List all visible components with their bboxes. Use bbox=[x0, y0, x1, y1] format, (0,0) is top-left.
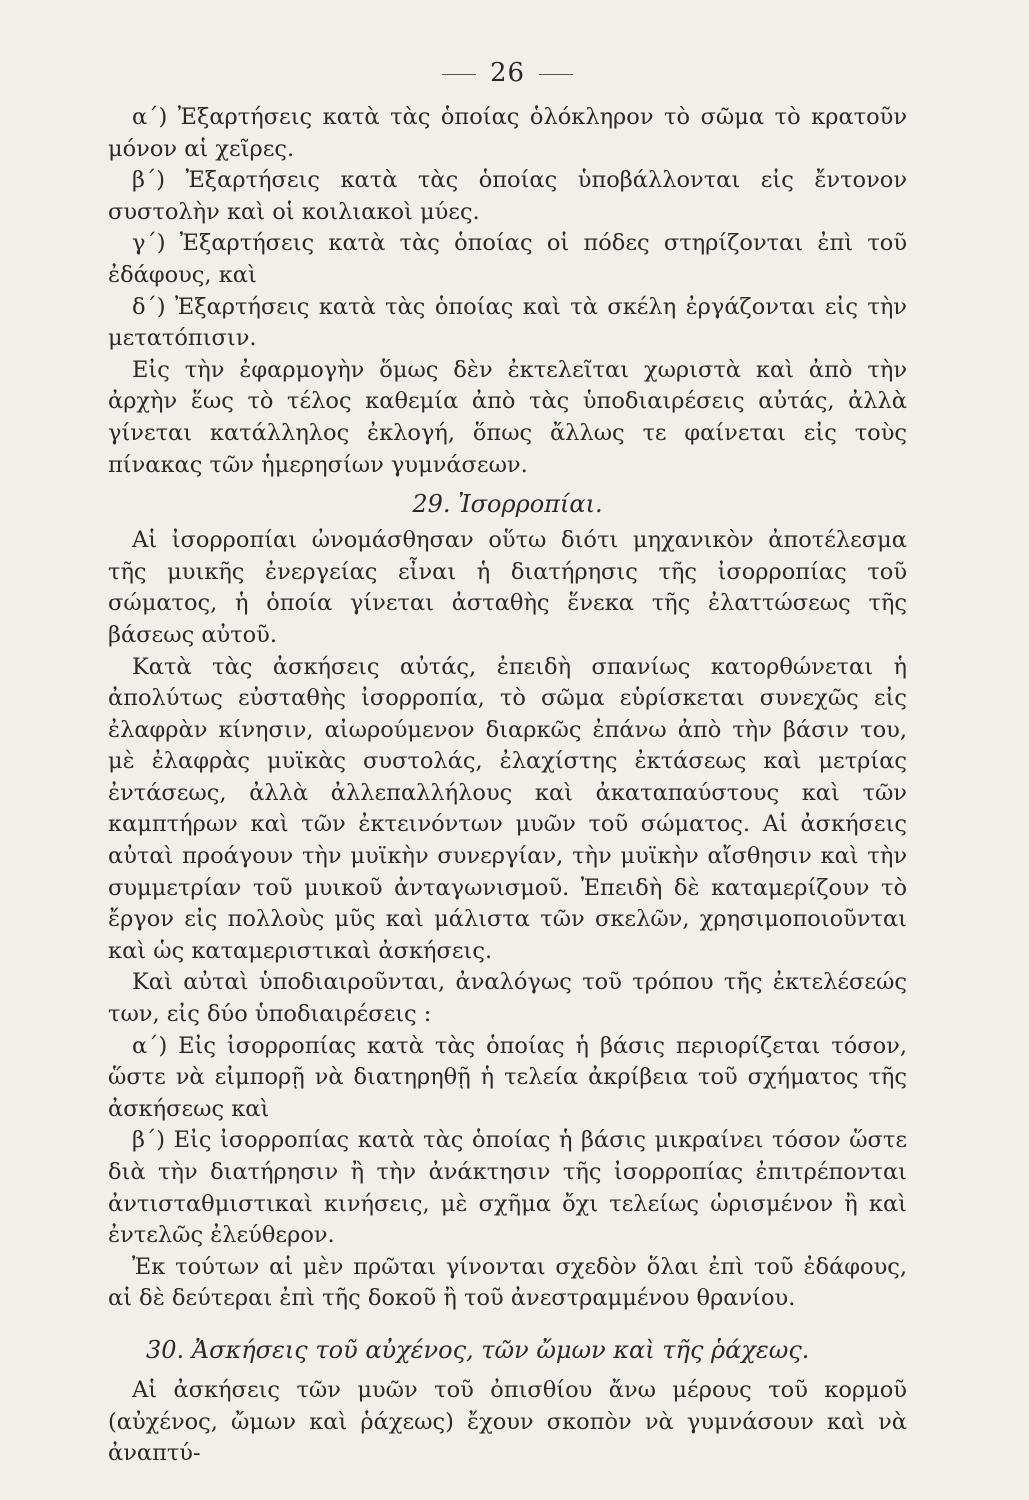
page-number-text: 26 bbox=[489, 58, 526, 88]
paragraph-29-subdivisions: Καὶ αὐταὶ ὑποδιαιροῦνται, ἀναλόγως τοῦ τρόπου τῆς ἐκτελέσεώς των, εἰς δύο ὑποδιαιρέσεις : bbox=[108, 969, 907, 1028]
list-item-delta: δ΄) Ἐξαρτήσεις κατὰ τὰς ὁποίας καὶ τὰ σκέλη ἐργάζονται εἰς τὴν μετατόπισιν. bbox=[108, 293, 907, 352]
list-item-29-beta: β΄) Εἰς ἰσορροπίας κατὰ τὰς ὁποίας ἡ βάσις μικραίνει τόσον ὥστε διὰ τὴν διατήρησιν ἢ τὴν ἀνάκτησιν τῆς ἰσορροπίας ἐπιτρέπονται ἀντισταθμιστικαὶ κινήσεις, μὲ σχῆμα ὄχι τελείως ὡρισμένον ἢ καὶ ἐντελῶς ἐλεύθερον. bbox=[108, 1127, 907, 1249]
list-item-gamma: γ΄) Ἐξαρτήσεις κατὰ τὰς ὁποίας οἱ πόδες στηρίζονται ἐπὶ τοῦ ἐδάφους, καὶ bbox=[108, 230, 907, 288]
paragraph-29-exercises: Κατὰ τὰς ἀσκήσεις αὐτάς, ἐπειδὴ σπανίως κατορθώνεται ἡ ἀπολύτως εὐσταθὴς ἰσορροπία, τὸ σῶμα εὑρίσκεται συνεχῶς εἰς ἐλαφρὰν κίνησιν, αἰωρούμενον διαρκῶς ἐπάνω ἀπὸ τὴν βάσιν του, μὲ ἐλαφρὰς μυϊκὰς συστολάς, ἐλαχίστης ἐκτάσεως καὶ μετρίας ἐντάσεως, ἀλλὰ ἀλλεπαλλήλους καὶ ἀκαταπαύστους καὶ τῶν καμπτήρων καὶ τῶν ἐκτεινόντων μυῶν τοῦ σώματος. Αἱ ἀσκήσεις αὐταὶ προάγουν τὴν μυϊκὴν συνεργίαν, τὴν μυϊκὴν αἴσθησιν καὶ τὴν συμμετρίαν τοῦ μυικοῦ ἀνταγωνισμοῦ. Ἐπειδὴ δὲ καταμερίζουν τὸ ἔργον εἰς πολλοὺς μῦς καὶ μάλιστα τῶν σκελῶν, χρησιμοποιοῦνται καὶ ὡς καταμεριστικαὶ ἀσκήσεις. bbox=[108, 653, 907, 964]
list-item-29-alpha: α΄) Εἰς ἰσορροπίας κατὰ τὰς ὁποίας ἡ βάσις περιορίζεται τόσον, ὥστε νὰ εἰμπορῇ νὰ διατηρηθῇ ἡ τελεία ἀκρίβεια τοῦ σχήματος τῆς ἀσκήσεως καὶ bbox=[108, 1032, 907, 1122]
paragraph-29-intro: Αἱ ἰσορροπίαι ὠνομάσθησαν οὕτω διότι μηχανικὸν ἀποτέλεσμα τῆς μυικῆς ἐνεργείας εἶναι ἡ διατήρησις τῆς ἰσορροπίας τοῦ σώματος, ἡ ὁποία γίνεται ἀσταθὴς ἕνεκα τῆς ἐλαττώσεως τῆς βάσεως αὐτοῦ. bbox=[108, 527, 907, 648]
page-number bbox=[108, 58, 907, 88]
paragraph-application: Εἰς τὴν ἐφαρμογὴν ὅμως δὲν ἐκτελεῖται χωριστὰ καὶ ἀπὸ τὴν ἀρχὴν ἕως τὸ τέλος καθεμία ἀπὸ τὰς ὑποδιαιρέσεις αὐτάς, ἀλλὰ γίνεται κατάλληλος ἐκλογή, ὅπως ἄλλως τε φαίνεται εἰς τοὺς πίνακας τῶν ἡμερησίων γυμνάσεων. bbox=[108, 356, 907, 478]
section-heading-29: 29. Ἰσορροπίαι. bbox=[412, 490, 603, 519]
page-number-dash-left bbox=[442, 74, 476, 75]
paragraph-30-intro: Αἱ ἀσκήσεις τῶν μυῶν τοῦ ὀπισθίου ἄνω μέρους τοῦ κορμοῦ (αὐχένος, ὤμων καὶ ῥάχεως) ἔχουν σκοπὸν νὰ γυμνάσουν καὶ νὰ ἀναπτύ- bbox=[108, 1376, 907, 1467]
paragraph-29-conclusion: Ἐκ τούτων αἱ μὲν πρῶται γίνονται σχεδὸν ὅλαι ἐπὶ τοῦ ἐδάφους, αἱ δὲ δεύτεραι ἐπὶ τῆς δοκοῦ ἢ τοῦ ἀνεστραμμένου θρανίου. bbox=[108, 1253, 907, 1312]
list-item-alpha: α΄) Ἐξαρτήσεις κατὰ τὰς ὁποίας ὁλόκληρον τὸ σῶμα τὸ κρατοῦν μόνον αἱ χεῖρες. bbox=[108, 104, 907, 162]
list-item-beta: β΄) Ἐξαρτήσεις κατὰ τὰς ὁποίας ὑποβάλλονται εἰς ἔντονον συστολὴν καὶ οἱ κοιλιακοὶ μύες. bbox=[108, 167, 907, 225]
section-heading-30: 30. Ἀσκήσεις τοῦ αὐχένος, τῶν ὤμων καὶ τῆς ῥάχεως. bbox=[146, 1335, 810, 1364]
page-number-dash-right bbox=[539, 74, 573, 75]
